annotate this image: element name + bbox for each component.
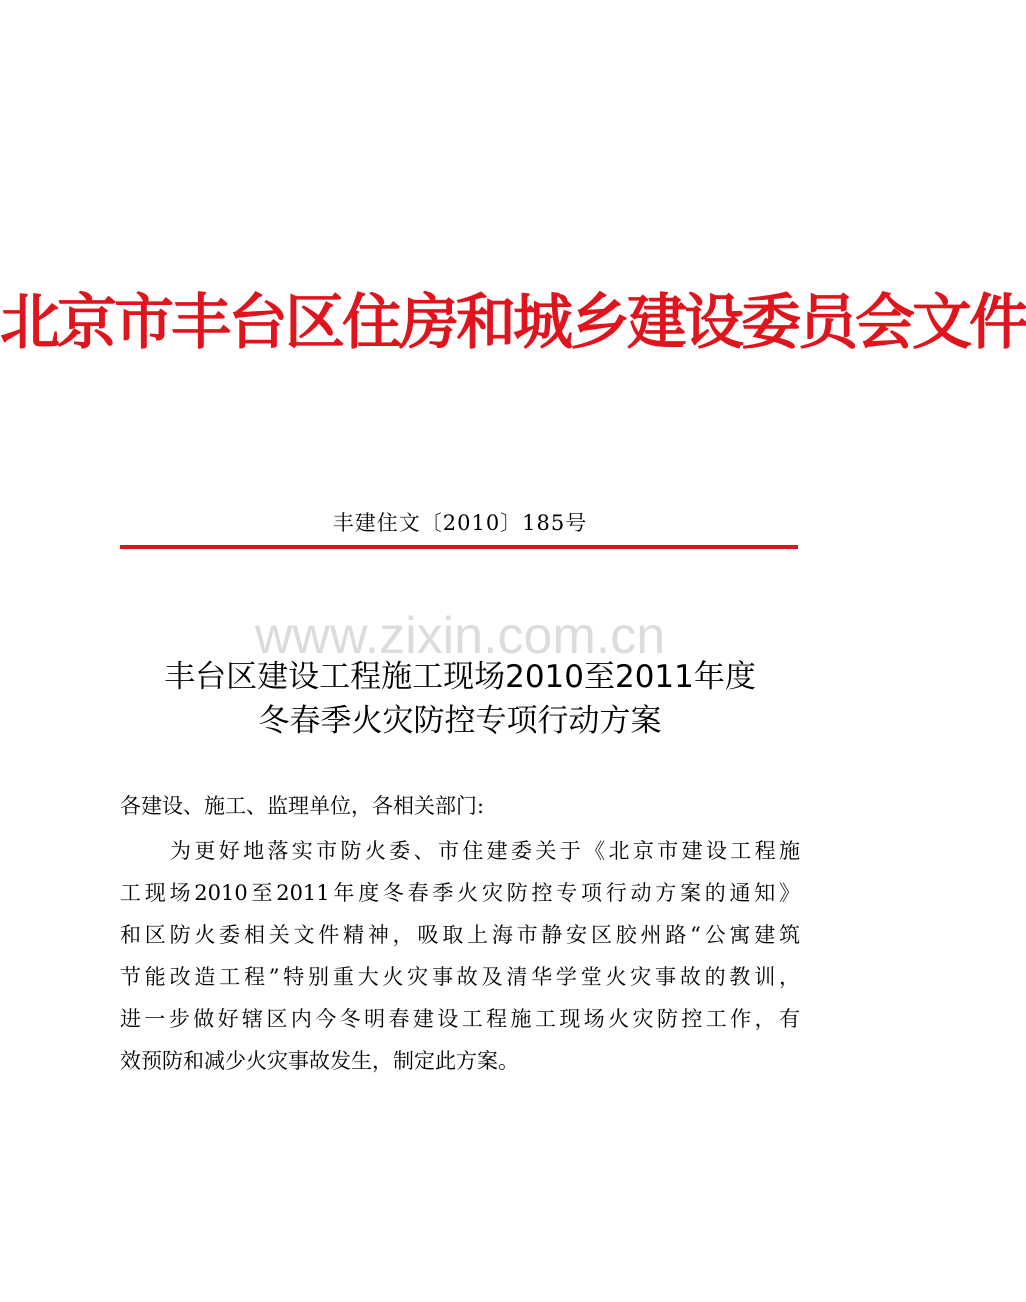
document-number: 丰建住文〔2010〕185号 (332, 511, 588, 535)
body-line: 进一步做好辖区内今冬明春建设工程施工现场火灾防控工作，有 (120, 1007, 800, 1031)
body-line: 工现场2010至2011年度冬春季火灾防控专项行动方案的通知》 (120, 881, 800, 905)
salutation: 各建设、施工、监理单位，各相关部门: (120, 794, 485, 818)
body-line: 节能改造工程”特别重大火灾事故及清华学堂火灾事故的教训， (120, 965, 800, 989)
title-line-1: 丰台区建设工程施工现场2010至2011年度 (164, 659, 756, 695)
body-line: 和区防火委相关文件精神，吸取上海市静安区胶州路“公寓建筑 (120, 923, 800, 947)
title-line-2: 冬春季火灾防控专项行动方案 (258, 703, 662, 739)
document-title (0, 655, 920, 743)
body-line: 为更好地落实市防火委、市住建委关于《北京市建设工程施 (170, 839, 800, 863)
body-line: 效预防和减少火灾事故发生，制定此方案。 (120, 1049, 519, 1073)
masthead-title: 北京市丰台区住房和城乡建设委员会文件 (0, 288, 1026, 358)
red-divider-rule (120, 545, 798, 549)
watermark: www.zixin.com.cn (254, 607, 666, 665)
